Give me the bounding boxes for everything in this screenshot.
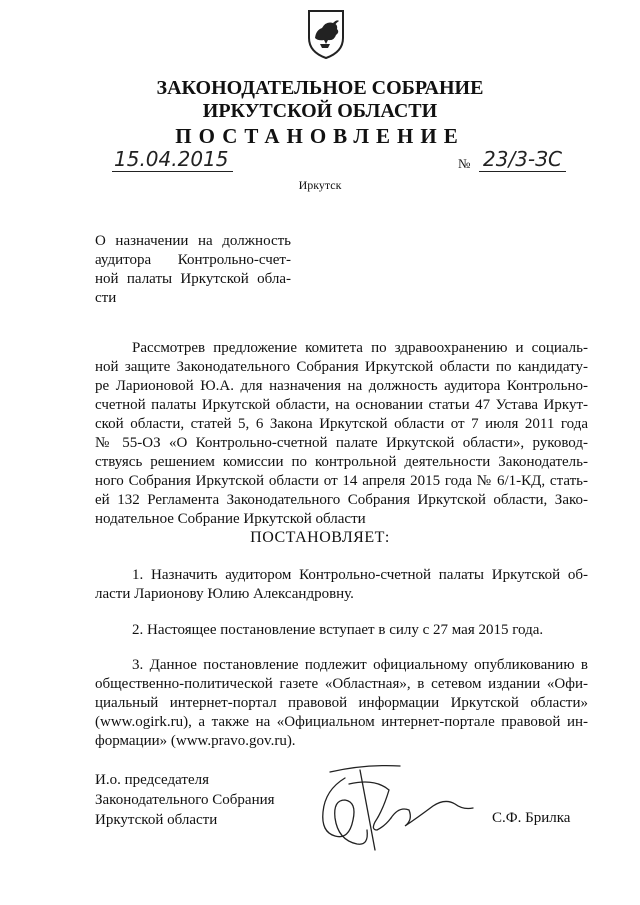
item-line: циальный интернет-портал правовой информации Иркутской области» <box>95 695 588 711</box>
handwritten-signature-icon <box>305 760 495 855</box>
item-line: общественно-политической газете «Областная», в сетевом издании «Офи- <box>95 676 588 692</box>
signatory-title-line: И.о. председателя <box>95 772 210 788</box>
signatory-title-line: Законодательного Собрания <box>95 792 275 808</box>
preamble-line: ного Собрания Иркутской области от 14 апреля 2015 года № 6/1-КД, стать- <box>95 473 588 489</box>
coat-of-arms-icon <box>306 8 346 60</box>
item-line: 2. Настоящее постановление вступает в силу с 27 мая 2015 года. <box>132 622 544 638</box>
preamble-line: № 55-ОЗ «О Контрольно-счетной палате Иркутской области», руковод- <box>95 435 588 451</box>
preamble-line: ской области, статей 5, 6 Закона Иркутской области от 7 июля 2011 года <box>95 416 588 432</box>
document-type: ПОСТАНОВЛЕНИЕ <box>175 124 465 148</box>
signatory-name: С.Ф. Брилка <box>492 810 571 826</box>
preamble <box>95 339 588 529</box>
preamble-line: Рассмотрев предложение комитета по здравоохранению и социаль- <box>132 340 588 356</box>
preamble-line: ей 132 Регламента Законодательного Собрания Иркутской области, Зако- <box>95 492 588 508</box>
subject-line: сти <box>95 290 117 306</box>
org-name-line1: ЗАКОНОДАТЕЛЬНОЕ СОБРАНИЕ <box>156 77 484 99</box>
subject-line: О назначении на должность <box>95 233 291 249</box>
signatory-title-line: Иркутской области <box>95 812 218 828</box>
preamble-line: ре Ларионовой Ю.А. для назначения на должность аудитора Контрольно- <box>95 378 588 394</box>
signatory-title <box>95 770 275 830</box>
decree-heading: ПОСТАНОВЛЯЕТ: <box>250 529 390 546</box>
number-prefix: № <box>458 156 471 171</box>
item-line: формации» (www.pravo.gov.ru). <box>95 733 296 749</box>
document-number: 23/3-ЗС <box>479 147 566 172</box>
item-1 <box>95 566 588 604</box>
item-line: 1. Назначить аудитором Контрольно-счетной палаты Иркутской об- <box>132 567 588 583</box>
subject-block <box>95 232 291 308</box>
item-line: 3. Данное постановление подлежит официальному опубликованию в <box>132 657 588 673</box>
preamble-line: счетной палаты Иркутской области, на основании статьи 47 Устава Иркут- <box>95 397 588 413</box>
preamble-line: нодательное Собрание Иркутской области <box>95 511 366 527</box>
org-name-line2: ИРКУТСКОЙ ОБЛАСТИ <box>202 100 438 122</box>
item-line: ласти Ларионову Юлию Александровну. <box>95 586 354 602</box>
subject-line: аудитора Контрольно-счет- <box>95 252 291 268</box>
document-date: 15.04.2015 <box>112 147 233 172</box>
city: Иркутск <box>298 178 342 192</box>
preamble-line: ствуясь решением комиссии по контрольной деятельности Законодатель- <box>95 454 588 470</box>
preamble-line: ной защите Законодательного Собрания Иркутской области по кандидату- <box>95 359 588 375</box>
item-line: (www.ogirk.ru), а также на «Официальном интернет-портале правовой ин- <box>95 714 588 730</box>
item-2 <box>95 621 588 640</box>
subject-line: ной палаты Иркутской обла- <box>95 271 291 287</box>
item-3 <box>95 656 588 751</box>
